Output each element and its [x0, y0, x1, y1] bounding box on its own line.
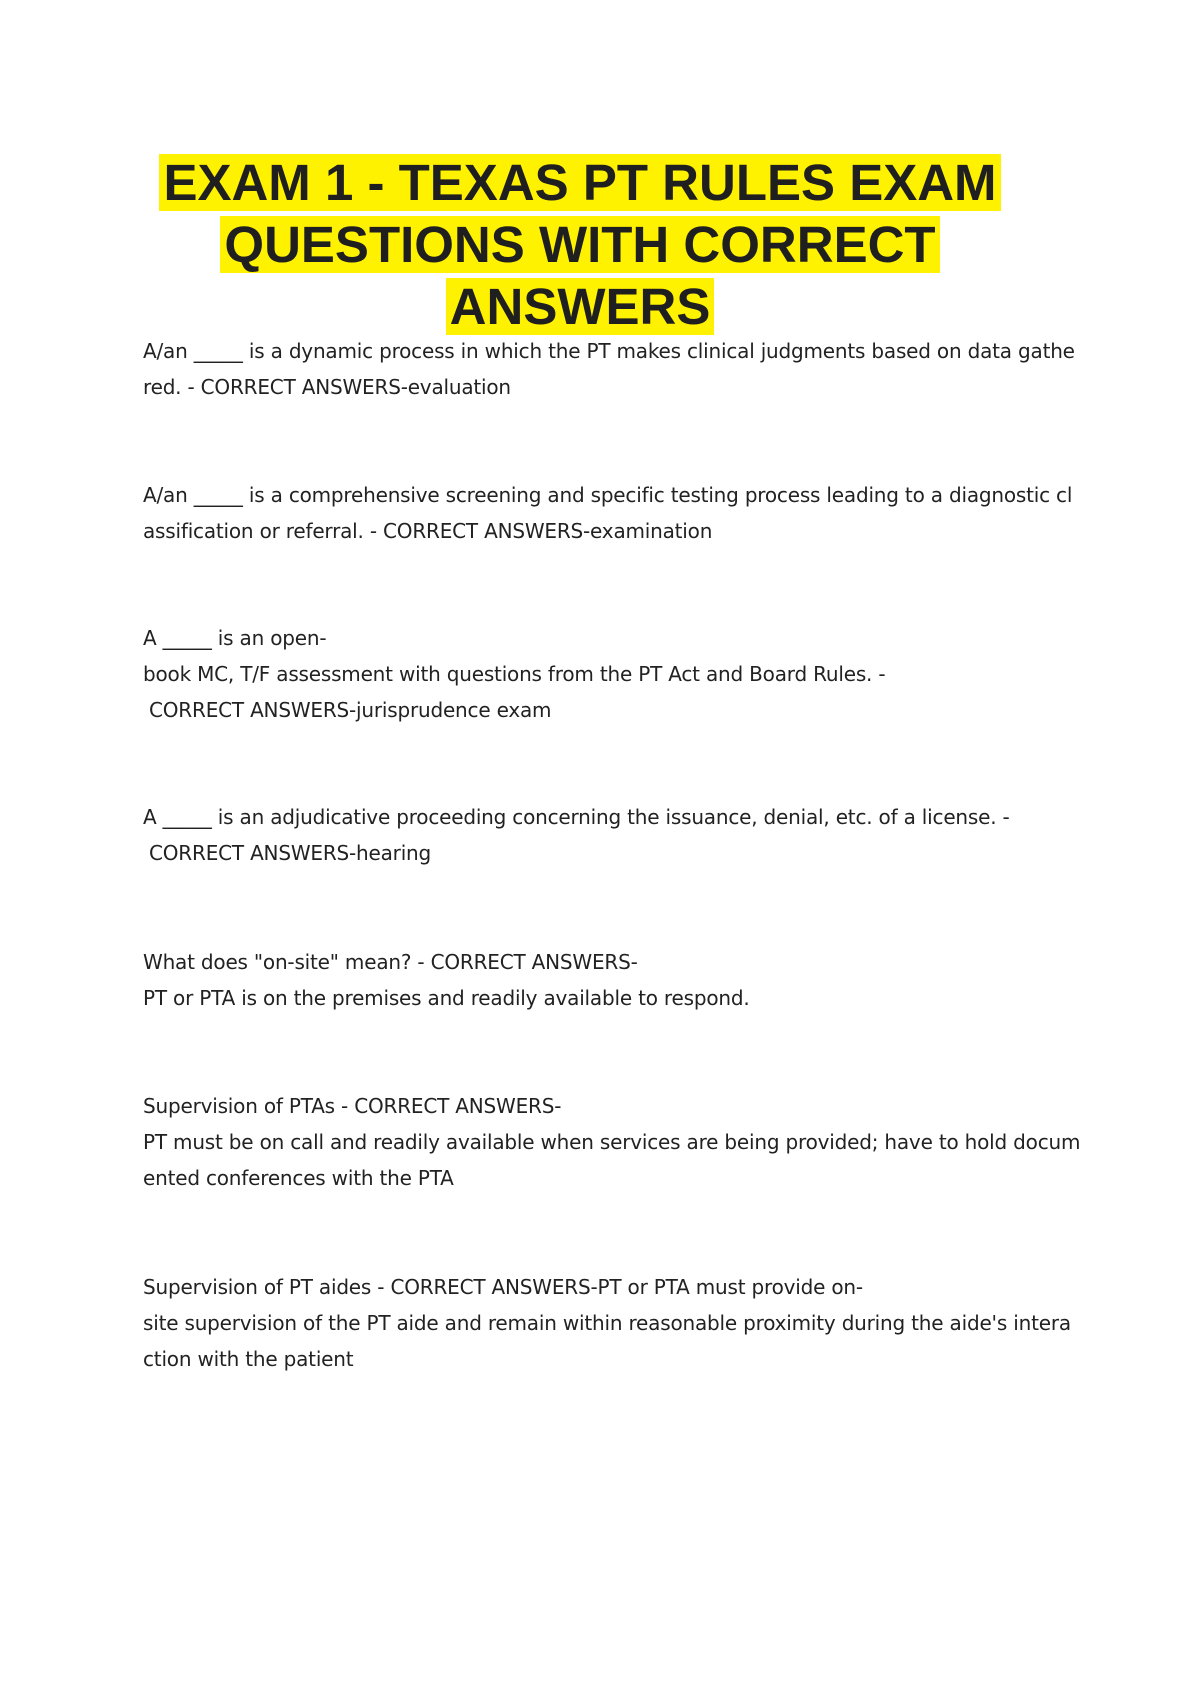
title-line-1: EXAM 1 - TEXAS PT RULES EXAM — [0, 152, 1160, 214]
qa-line: CORRECT ANSWERS-jurisprudence exam — [149, 698, 552, 722]
qa-line: A/an _____ is a dynamic process in which the PT makes clinical judgments based on data gathe — [143, 339, 1075, 363]
qa-line: CORRECT ANSWERS-hearing — [149, 841, 432, 865]
title-line-2: QUESTIONS WITH CORRECT — [0, 214, 1160, 276]
qa-line: A/an _____ is a comprehensive screening and specific testing process leading to a diagnostic cl — [143, 483, 1073, 507]
document-title — [0, 152, 1160, 338]
qa-line: book MC, T/F assessment with questions from the PT Act and Board Rules. - — [143, 662, 886, 686]
qa-line: ction with the patient — [143, 1347, 354, 1371]
qa-line: Supervision of PT aides - CORRECT ANSWERS-PT or PTA must provide on- — [143, 1275, 863, 1299]
qa-line: PT must be on call and readily available when services are being provided; have to hold docum — [143, 1130, 1081, 1154]
qa-item-jurisprudence — [143, 620, 1083, 728]
qa-item-supervision-ptas — [143, 1088, 1083, 1196]
qa-line: PT or PTA is on the premises and readily available to respond. — [143, 986, 750, 1010]
qa-line: ented conferences with the PTA — [143, 1166, 454, 1190]
qa-item-examination — [143, 477, 1083, 549]
qa-line: red. - CORRECT ANSWERS-evaluation — [143, 375, 511, 399]
qa-item-on-site — [143, 944, 1083, 1016]
title-line-3: ANSWERS — [0, 276, 1160, 338]
qa-line: What does "on-site" mean? - CORRECT ANSWERS- — [143, 950, 638, 974]
qa-line: A _____ is an adjudicative proceeding concerning the issuance, denial, etc. of a license. - — [143, 805, 1010, 829]
qa-line: Supervision of PTAs - CORRECT ANSWERS- — [143, 1094, 562, 1118]
qa-item-supervision-aides — [143, 1269, 1083, 1377]
qa-line: site supervision of the PT aide and remain within reasonable proximity during the aide's intera — [143, 1311, 1071, 1335]
qa-item-evaluation — [143, 333, 1083, 405]
qa-line: A _____ is an open- — [143, 626, 327, 650]
qa-item-hearing — [143, 799, 1083, 871]
qa-line: assification or referral. - CORRECT ANSWERS-examination — [143, 519, 713, 543]
